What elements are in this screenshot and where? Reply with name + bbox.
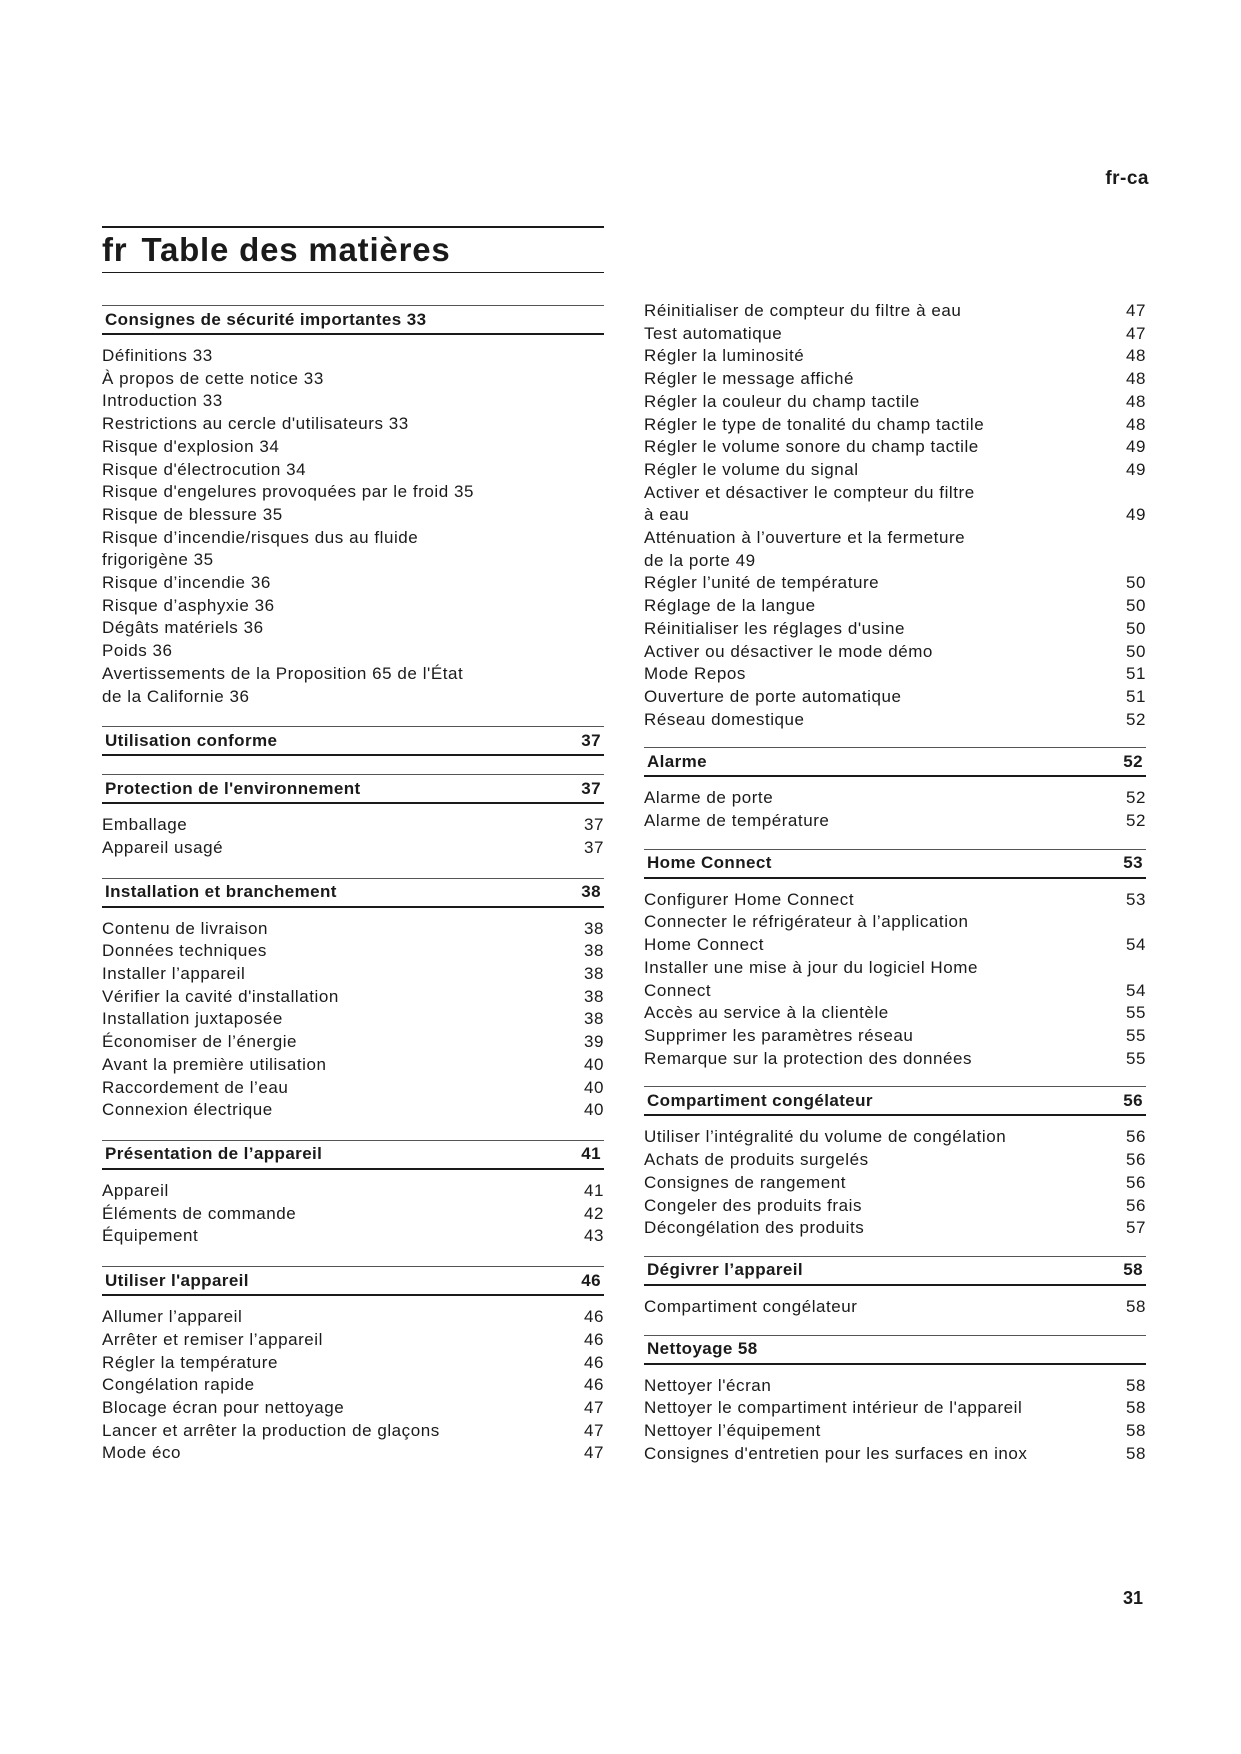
section-spacer (644, 1319, 1146, 1335)
toc-entry[interactable] (102, 504, 604, 527)
entry-page: 46 (583, 1329, 604, 1349)
toc-entry[interactable] (644, 323, 1146, 346)
section-title: Home Connect (647, 853, 772, 873)
toc-entry[interactable] (102, 1329, 604, 1352)
entry-page: 48 (1125, 346, 1146, 366)
toc-section (102, 774, 604, 859)
entry-title: Congeler des produits frais (644, 1195, 863, 1215)
toc-entry[interactable] (644, 1002, 1146, 1025)
entry-page: 50 (1125, 641, 1146, 661)
toc-entry[interactable] (644, 1397, 1146, 1420)
entry-title: Éléments de commande (102, 1203, 297, 1223)
toc-entry[interactable] (644, 663, 1146, 686)
entry-page: 37 (583, 837, 604, 857)
entry-page: 54 (1125, 980, 1146, 1000)
entry-title: Achats de produits surgelés (644, 1150, 869, 1170)
entry-title: Risque d’incendie/risques dus au fluide frigorigène 35 (102, 527, 419, 570)
entry-title: Contenu de livraison (102, 918, 268, 938)
toc-entry[interactable] (644, 1375, 1146, 1398)
entry-title: Décongélation des produits (644, 1218, 865, 1238)
toc-entry[interactable] (644, 300, 1146, 323)
entry-title: Régler le message affiché (644, 369, 854, 389)
entry-title: Définitions 33 (102, 346, 213, 365)
entry-title: Risque d’incendie 36 (102, 573, 271, 593)
entry-title: Alarme de température (644, 811, 830, 831)
entry-title: Test automatique (644, 323, 783, 343)
entry-title: Raccordement de l’eau (102, 1077, 289, 1097)
entry-title: Restrictions au cercle d'utilisateurs 33 (102, 414, 409, 434)
section-title: Protection de l'environnement (105, 778, 361, 798)
entry-title: Accès au service à la clientèle (644, 1003, 889, 1023)
entry-title: Poids 36 (102, 641, 173, 661)
toc-entry[interactable] (644, 459, 1146, 482)
section-spacer (644, 731, 1146, 747)
section-page: 52 (1123, 751, 1143, 771)
toc-entry[interactable] (644, 595, 1146, 618)
entry-title: Mode éco (102, 1443, 182, 1463)
entry-title: Supprimer les paramètres réseau (644, 1025, 914, 1045)
section-entries (644, 1296, 1146, 1319)
entry-title: Lancer et arrêter la production de glaçons (102, 1420, 440, 1440)
entry-page: 40 (583, 1100, 604, 1120)
entry-page: 50 (1125, 573, 1146, 593)
continued-entries (644, 300, 1146, 731)
entry-page: 56 (1125, 1195, 1146, 1215)
toc-section (644, 747, 1146, 832)
toc-entry[interactable] (102, 481, 604, 504)
entry-title: Emballage (102, 815, 188, 835)
entry-title: Équipement (102, 1226, 199, 1246)
entry-page: 38 (583, 941, 604, 961)
toc-entry[interactable] (102, 1077, 604, 1100)
toc-entry[interactable] (102, 1306, 604, 1329)
section-heading[interactable] (644, 1086, 1146, 1116)
entry-page: 56 (1125, 1127, 1146, 1147)
toc-entry[interactable] (102, 1031, 604, 1054)
section-heading[interactable] (644, 849, 1146, 879)
toc-entry[interactable] (102, 1180, 604, 1203)
entry-title: Dégâts matériels 36 (102, 618, 264, 638)
toc-entry[interactable] (102, 345, 604, 368)
entry-title: Appareil (102, 1180, 169, 1200)
section-page: 37 (581, 778, 601, 798)
toc-entry[interactable] (644, 1296, 1146, 1319)
section-entries (102, 345, 604, 708)
entry-page: 47 (1125, 323, 1146, 343)
section-title: Nettoyage 58 (647, 1339, 758, 1359)
entry-title: Alarme de porte (644, 788, 774, 808)
section-heading[interactable] (102, 1266, 604, 1296)
right-sections (644, 731, 1146, 1465)
toc-entry[interactable] (644, 957, 1146, 1002)
toc-section (102, 1266, 604, 1465)
section-spacer (102, 1122, 604, 1140)
entry-title: Régler la température (102, 1352, 278, 1372)
entry-title: Données techniques (102, 941, 267, 961)
section-heading[interactable] (102, 305, 604, 335)
entry-title: Installer l’appareil (102, 964, 246, 984)
entry-page: 46 (583, 1352, 604, 1372)
entry-title: Régler le volume du signal (644, 459, 859, 479)
section-heading[interactable] (102, 774, 604, 804)
toc-entry[interactable] (644, 1443, 1146, 1466)
entry-page: 49 (1125, 505, 1146, 525)
entry-title: Mode Repos (644, 664, 746, 684)
entry-title: Risque d'engelures provoquées par le froid 35 (102, 482, 474, 502)
entry-page: 41 (583, 1180, 604, 1200)
entry-page: 52 (1125, 788, 1146, 808)
section-title: Utiliser l'appareil (105, 1270, 249, 1290)
entry-title: Nettoyer l’équipement (644, 1421, 821, 1441)
toc-entry[interactable] (102, 459, 604, 482)
toc-entry[interactable] (644, 709, 1146, 732)
toc-entry[interactable] (644, 436, 1146, 459)
entry-page: 58 (1125, 1398, 1146, 1418)
toc-entry[interactable] (644, 414, 1146, 437)
section-title: Alarme (647, 751, 708, 771)
toc-entry[interactable] (102, 963, 604, 986)
toc-entry[interactable] (644, 527, 1146, 572)
entry-title: Blocage écran pour nettoyage (102, 1397, 345, 1417)
toc-entry[interactable] (102, 527, 604, 572)
section-page: 41 (581, 1144, 601, 1164)
toc-entry[interactable] (644, 1195, 1146, 1218)
page-title-box (102, 226, 604, 273)
entry-title: Réinitialiser de compteur du filtre à eau (644, 301, 962, 320)
entry-page: 43 (583, 1226, 604, 1246)
entry-title: Régler la couleur du champ tactile (644, 391, 920, 411)
locale-label: fr-ca (1105, 168, 1149, 189)
toc-entry[interactable] (644, 391, 1146, 414)
section-spacer (644, 1070, 1146, 1086)
toc-entry[interactable] (102, 1225, 604, 1248)
entry-title: Connexion électrique (102, 1100, 273, 1120)
entry-page: 50 (1125, 618, 1146, 638)
page-number: 31 (1122, 1588, 1143, 1608)
entry-title: Régler l’unité de température (644, 573, 880, 593)
section-spacer (644, 1240, 1146, 1256)
entry-title: Introduction 33 (102, 391, 223, 411)
toc-entry[interactable] (644, 911, 1146, 956)
section-page: 53 (1123, 853, 1143, 873)
entry-title: Arrêter et remiser l’appareil (102, 1329, 323, 1349)
entry-title: Ouverture de porte automatique (644, 686, 902, 706)
entry-title: Vérifier la cavité d'installation (102, 986, 339, 1006)
section-entries (102, 918, 604, 1122)
section-heading[interactable] (102, 1140, 604, 1170)
entry-title: Installation juxtaposée (102, 1009, 283, 1029)
entry-title: Installer une mise à jour du logiciel Home Connect (644, 957, 978, 1000)
toc-entry[interactable] (644, 1149, 1146, 1172)
toc-entry[interactable] (644, 889, 1146, 912)
section-entries (644, 1375, 1146, 1466)
entry-page: 47 (583, 1397, 604, 1417)
toc-entry[interactable] (102, 640, 604, 663)
entry-page: 56 (1125, 1150, 1146, 1170)
toc-entry[interactable] (102, 1374, 604, 1397)
toc-entry[interactable] (644, 1172, 1146, 1195)
section-page: 38 (581, 882, 601, 902)
toc-entry[interactable] (102, 595, 604, 618)
section-spacer (102, 756, 604, 774)
toc-entry[interactable] (102, 436, 604, 459)
entry-page: 48 (1125, 414, 1146, 434)
entry-page: 37 (583, 815, 604, 835)
toc-entry[interactable] (644, 787, 1146, 810)
section-title: Utilisation conforme (105, 730, 278, 750)
toc-entry[interactable] (102, 617, 604, 640)
toc-entry[interactable] (102, 572, 604, 595)
entry-page: 38 (583, 1009, 604, 1029)
toc-entry[interactable] (102, 1352, 604, 1375)
entry-page: 52 (1125, 709, 1146, 729)
title-text: Table des matières (141, 231, 451, 268)
section-page: 46 (581, 1270, 601, 1290)
entry-title: Réinitialiser les réglages d'usine (644, 618, 906, 638)
toc-entry[interactable] (644, 1126, 1146, 1149)
section-heading[interactable] (102, 878, 604, 908)
toc-section (102, 726, 604, 756)
section-title: Dégivrer l’appareil (647, 1260, 803, 1280)
toc-section (102, 1140, 604, 1248)
toc-entry[interactable] (102, 1420, 604, 1443)
entry-title: Risque d'électrocution 34 (102, 459, 307, 479)
toc-entry[interactable] (102, 814, 604, 837)
entry-title: Nettoyer le compartiment intérieur de l'appareil (644, 1398, 1023, 1418)
toc-entry[interactable] (102, 837, 604, 860)
entry-title: Consignes d'entretien pour les surfaces en inox (644, 1443, 1028, 1463)
entry-title: Risque de blessure 35 (102, 504, 283, 524)
entry-title: Régler le type de tonalité du champ tactile (644, 414, 985, 434)
toc-entry[interactable] (102, 663, 604, 708)
toc-entry[interactable] (644, 686, 1146, 709)
section-spacer (102, 860, 604, 878)
entry-title: Configurer Home Connect (644, 889, 855, 909)
section-spacer (102, 1248, 604, 1266)
toc-entry[interactable] (102, 368, 604, 391)
entry-page: 46 (583, 1375, 604, 1395)
section-heading[interactable] (644, 1256, 1146, 1286)
toc-section (102, 878, 604, 1122)
toc-left-column (102, 305, 604, 1465)
entry-page: 40 (583, 1077, 604, 1097)
entry-title: Risque d’asphyxie 36 (102, 595, 275, 615)
entry-title: Activer et désactiver le compteur du filtre à eau (644, 482, 975, 525)
toc-entry[interactable] (102, 1008, 604, 1031)
entry-title: Congélation rapide (102, 1375, 255, 1395)
entry-page: 57 (1125, 1218, 1146, 1238)
toc-entry[interactable] (644, 641, 1146, 664)
section-entries (644, 1126, 1146, 1240)
toc-entry[interactable] (102, 918, 604, 941)
entry-page: 46 (583, 1307, 604, 1327)
section-page: 56 (1123, 1090, 1143, 1110)
toc-entry[interactable] (644, 1420, 1146, 1443)
entry-page: 38 (583, 918, 604, 938)
toc-entry[interactable] (102, 1397, 604, 1420)
entry-title: Remarque sur la protection des données (644, 1048, 973, 1068)
toc-entry[interactable] (644, 810, 1146, 833)
entry-title: Risque d'explosion 34 (102, 436, 280, 456)
toc-entry[interactable] (102, 1099, 604, 1122)
section-entries (644, 889, 1146, 1071)
toc-entry[interactable] (102, 940, 604, 963)
entry-title: Régler le volume sonore du champ tactile (644, 437, 979, 457)
section-title: Présentation de l’appareil (105, 1144, 323, 1164)
entry-page: 53 (1125, 889, 1146, 909)
entry-page: 50 (1125, 596, 1146, 616)
section-heading[interactable] (644, 747, 1146, 777)
toc-section (102, 305, 604, 708)
toc-entry[interactable] (102, 986, 604, 1009)
section-page: 37 (581, 730, 601, 750)
entry-page: 48 (1125, 391, 1146, 411)
entry-page: 58 (1125, 1296, 1146, 1316)
entry-title: Réseau domestique (644, 709, 805, 729)
entry-page: 48 (1125, 369, 1146, 389)
section-heading[interactable] (102, 726, 604, 756)
toc-entry[interactable] (102, 1203, 604, 1226)
entry-page: 54 (1125, 935, 1146, 955)
entry-page: 47 (583, 1443, 604, 1463)
toc-entry[interactable] (644, 572, 1146, 595)
section-title: Consignes de sécurité importantes 33 (105, 309, 427, 329)
entry-title: Avant la première utilisation (102, 1054, 327, 1074)
entry-page: 51 (1125, 686, 1146, 706)
entry-title: Utiliser l’intégralité du volume de congélation (644, 1127, 1007, 1147)
entry-title: Réglage de la langue (644, 596, 816, 616)
toc-section (644, 1335, 1146, 1466)
toc-section (644, 1086, 1146, 1240)
toc-entry[interactable] (102, 413, 604, 436)
toc-entry[interactable] (102, 1442, 604, 1465)
toc-entry[interactable] (644, 1025, 1146, 1048)
language-code: fr (102, 231, 128, 268)
entry-title: Compartiment congélateur (644, 1296, 858, 1316)
entry-page: 52 (1125, 811, 1146, 831)
section-heading[interactable] (644, 1335, 1146, 1365)
entry-page: 42 (583, 1203, 604, 1223)
entry-page: 58 (1125, 1421, 1146, 1441)
entry-page: 38 (583, 986, 604, 1006)
toc-entry[interactable] (644, 1048, 1146, 1071)
entry-page: 39 (583, 1032, 604, 1052)
entry-page: 58 (1125, 1443, 1146, 1463)
entry-page: 51 (1125, 664, 1146, 684)
section-entries (644, 787, 1146, 832)
section-spacer (102, 708, 604, 726)
entry-title: Économiser de l’énergie (102, 1032, 298, 1052)
entry-title: Allumer l’appareil (102, 1307, 243, 1327)
entry-title: Connecter le réfrigérateur à l’application Home Connect (644, 912, 969, 955)
entry-page: 55 (1125, 1003, 1146, 1023)
section-entries (102, 1180, 604, 1248)
section-title: Installation et branchement (105, 882, 337, 902)
entry-title: Appareil usagé (102, 837, 224, 857)
page-title (102, 228, 604, 270)
entry-page: 38 (583, 964, 604, 984)
toc-entry[interactable] (644, 1217, 1146, 1240)
entry-title: Nettoyer l'écran (644, 1375, 772, 1395)
section-entries (102, 1306, 604, 1465)
entry-title: Atténuation à l’ouverture et la fermeture de la porte 49 (644, 528, 966, 570)
toc-section (644, 849, 1146, 1071)
section-spacer (644, 833, 1146, 849)
entry-title: Consignes de rangement (644, 1172, 847, 1192)
entry-page: 55 (1125, 1025, 1146, 1045)
entry-page: 56 (1125, 1172, 1146, 1192)
entry-title: Régler la luminosité (644, 346, 805, 366)
toc-entry[interactable] (102, 390, 604, 413)
entry-title: Activer ou désactiver le mode démo (644, 641, 933, 661)
toc-entry[interactable] (102, 1054, 604, 1077)
toc-entry[interactable] (644, 368, 1146, 391)
entry-page: 55 (1125, 1048, 1146, 1068)
toc-right-column (644, 300, 1146, 1465)
toc-entry[interactable] (644, 482, 1146, 527)
entry-page: 58 (1125, 1375, 1146, 1395)
toc-entry[interactable] (644, 618, 1146, 641)
toc-section (644, 1256, 1146, 1319)
entry-page: 49 (1125, 459, 1146, 479)
entry-page: 47 (583, 1420, 604, 1440)
section-page: 58 (1123, 1260, 1143, 1280)
entry-page: 40 (583, 1054, 604, 1074)
toc-entry[interactable] (644, 345, 1146, 368)
entry-page: 49 (1125, 437, 1146, 457)
entry-page: 47 (1125, 301, 1146, 320)
section-entries (102, 814, 604, 859)
entry-title: Avertissements de la Proposition 65 de l'État de la Californie 36 (102, 663, 464, 706)
section-title: Compartiment congélateur (647, 1090, 873, 1110)
entry-title: À propos de cette notice 33 (102, 368, 324, 388)
